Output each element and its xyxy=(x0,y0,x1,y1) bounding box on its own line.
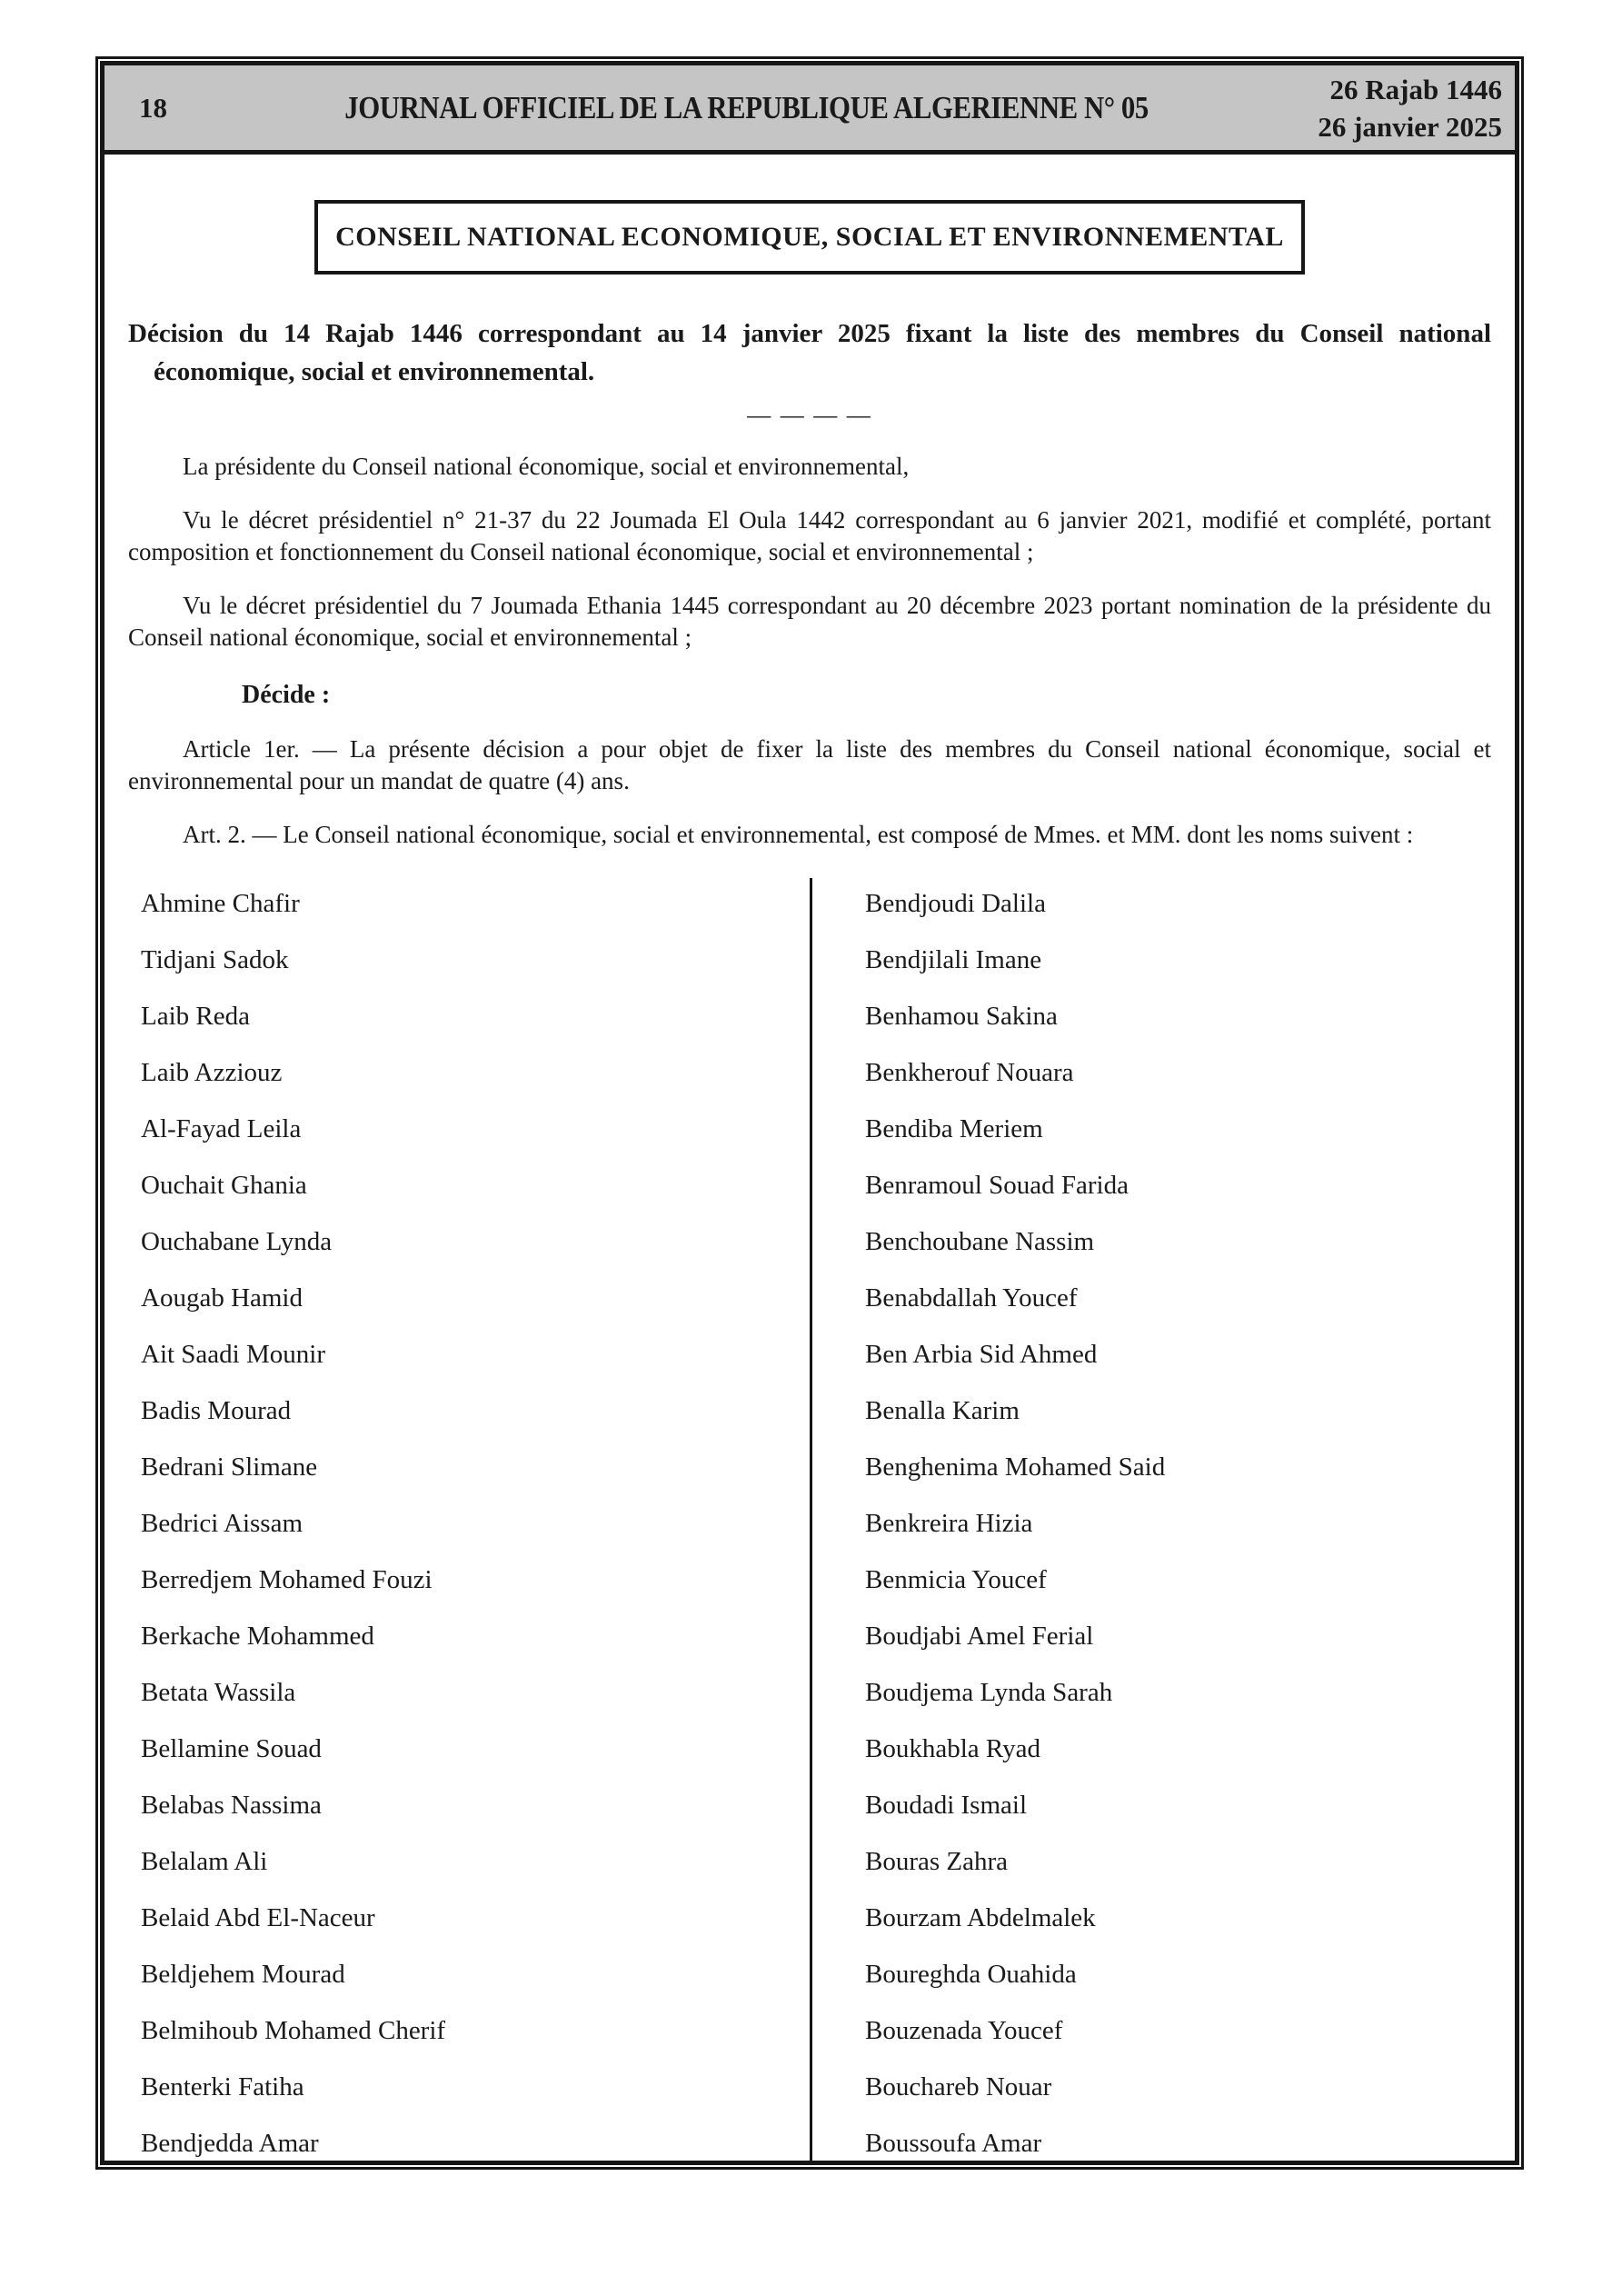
journal-title xyxy=(221,90,1273,126)
member-name: Bedrici Aissam xyxy=(141,1509,304,1538)
member-name: Bedrani Slimane xyxy=(141,1452,318,1482)
member-name: Laib Reda xyxy=(141,1002,250,1031)
decision-heading-line1: Décision du 14 Rajab 1446 correspondant au 14 janvier 2025 fixant la liste des membres du Conseil national xyxy=(128,319,1491,348)
member-name: Aougab Hamid xyxy=(141,1283,303,1313)
member-name: Bourzam Abdelmalek xyxy=(865,1903,1096,1932)
paragraph-presidente: La présidente du Conseil national économique, social et environnemental, xyxy=(183,453,910,480)
date-hijri: 26 Rajab 1446 xyxy=(1329,73,1502,105)
member-name: Bouchareb Nouar xyxy=(865,2072,1052,2101)
member-name: Benchoubane Nassim xyxy=(865,1227,1095,1256)
member-name: Al-Fayad Leila xyxy=(141,1114,302,1143)
member-name: Benghenima Mohamed Said xyxy=(865,1452,1166,1482)
member-name: Ben Arbia Sid Ahmed xyxy=(865,1340,1098,1369)
member-name: Bendjoudi Dalila xyxy=(865,889,1046,918)
member-name: Boudadi Ismail xyxy=(865,1791,1028,1820)
header-band xyxy=(104,65,1515,155)
member-name: Benterki Fatiha xyxy=(141,2072,304,2101)
page-content xyxy=(104,155,1515,2165)
paragraph-vu-2: Vu le décret présidentiel du 7 Joumada Ethania 1445 correspondant au 20 décembre 2023 portant nomination de la présidente du Conseil national économique, social et environnemental ; xyxy=(128,592,1491,651)
member-name: Boudjabi Amel Ferial xyxy=(865,1622,1094,1651)
member-name: Benkherouf Nouara xyxy=(865,1058,1074,1087)
section-title-box xyxy=(314,200,1305,275)
member-name: Beldjehem Mourad xyxy=(141,1960,345,1989)
decide-label: Décide : xyxy=(242,681,331,709)
decision-heading xyxy=(128,314,1491,391)
member-name: Bendjedda Amar xyxy=(141,2129,319,2158)
member-name: Ait Saadi Mounir xyxy=(141,1340,325,1369)
member-name: Bouras Zahra xyxy=(865,1847,1009,1876)
member-name: Ouchabane Lynda xyxy=(141,1227,333,1256)
member-name: Belabas Nassima xyxy=(141,1791,322,1820)
member-name: Bendjilali Imane xyxy=(865,945,1042,974)
section-title: CONSEIL NATIONAL ECONOMIQUE, SOCIAL ET ENVIRONNEMENTAL xyxy=(335,222,1284,252)
page-frame xyxy=(95,56,1524,2170)
paragraph-vu-1: Vu le décret présidentiel n° 21-37 du 22 Joumada El Oula 1442 correspondant au 6 janvier 2021, modifié et complété, portant composition et fonctionnement du Conseil national économique, social et environnemental ; xyxy=(128,506,1491,565)
members-column-left xyxy=(128,878,810,2165)
page-number: 18 xyxy=(139,91,167,124)
member-name: Belalam Ali xyxy=(141,1847,268,1876)
member-name: Benhamou Sakina xyxy=(865,1002,1058,1031)
article-1: Article 1er. — La présente décision a pour objet de fixer la liste des membres du Conseil national économique, social et environnemental pour un mandat de quatre (4) ans. xyxy=(128,735,1491,794)
member-name: Ahmine Chafir xyxy=(141,889,300,918)
member-name: Bellamine Souad xyxy=(141,1734,322,1763)
member-name: Ouchait Ghania xyxy=(141,1171,307,1200)
article-2: Art. 2. — Le Conseil national économique, social et environnemental, est composé de Mmes. et MM. dont les noms suivent : xyxy=(183,821,1414,848)
journal-title-text: JOURNAL OFFICIEL DE LA REPUBLIQUE ALGERIENNE N° 05 xyxy=(344,89,1149,125)
member-name: Belmihoub Mohamed Cherif xyxy=(141,2016,446,2045)
member-name: Bouzenada Youcef xyxy=(865,2016,1063,2045)
member-name: Berkache Mohammed xyxy=(141,1622,374,1651)
members-column-right xyxy=(810,878,1491,2165)
member-name: Benalla Karim xyxy=(865,1396,1020,1425)
member-name: Benramoul Souad Farida xyxy=(865,1171,1129,1200)
page-frame-inner xyxy=(100,61,1519,2165)
member-name: Benabdallah Youcef xyxy=(865,1283,1078,1313)
member-name: Betata Wassila xyxy=(141,1678,296,1707)
members-columns xyxy=(128,878,1491,2165)
member-name: Boudjema Lynda Sarah xyxy=(865,1678,1113,1707)
member-name: Boureghda Ouahida xyxy=(865,1960,1077,1989)
issue-dates xyxy=(1273,71,1515,145)
member-name: Tidjani Sadok xyxy=(141,945,289,974)
member-name: Benmicia Youcef xyxy=(865,1565,1047,1594)
member-name: Badis Mourad xyxy=(141,1396,292,1425)
decision-heading-line2: économique, social et environnemental. xyxy=(154,357,595,386)
member-name: Boukhabla Ryad xyxy=(865,1734,1040,1763)
member-name: Belaid Abd El-Naceur xyxy=(141,1903,375,1932)
member-name: Berredjem Mohamed Fouzi xyxy=(141,1565,433,1594)
decision-separator: — — — — xyxy=(747,402,872,428)
member-name: Laib Azziouz xyxy=(141,1058,283,1087)
member-name: Boussoufa Amar xyxy=(865,2129,1042,2158)
member-name: Benkreira Hizia xyxy=(865,1509,1033,1538)
date-gregorian: 26 janvier 2025 xyxy=(1318,110,1502,143)
member-name: Bendiba Meriem xyxy=(865,1114,1043,1143)
